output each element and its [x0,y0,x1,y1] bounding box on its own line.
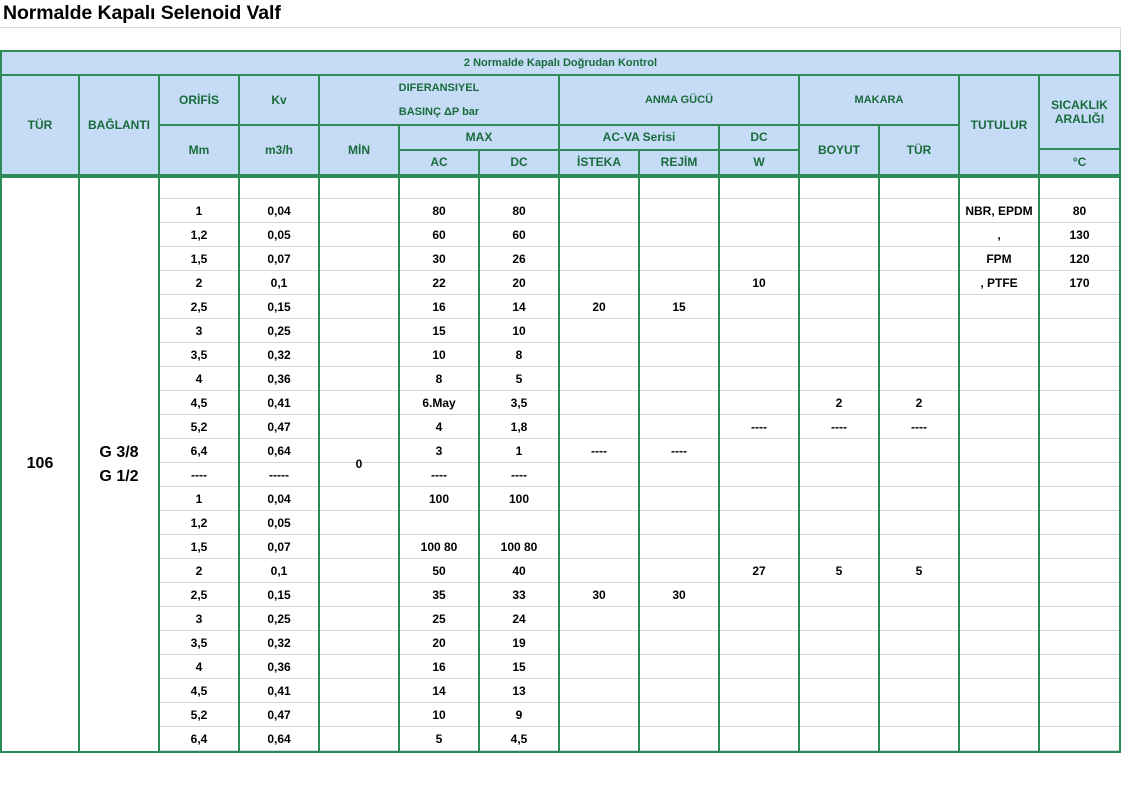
max-ac-cell: 60 [432,228,446,242]
max-dc-cell: 1 [515,444,523,458]
sicaklik-cell: 130 [1069,228,1090,242]
header-orifis-unit: Mm [160,126,240,176]
max-dc-cell: 19 [512,636,526,650]
orifis-cell: 3,5 [190,348,208,362]
header-orifis: ORİFİS [160,76,240,126]
min-value: 0 [355,457,363,471]
header-boyut: BOYUT [800,126,880,176]
orifis-cell: 1,2 [190,228,208,242]
header-max-dc: DC [480,151,560,176]
header-sicaklik-line1: SICAKLIK [1051,98,1108,112]
orifis-cell: 1,5 [190,252,208,266]
table-bottom-border [0,751,1121,753]
header-kv: Kv [240,76,320,126]
max-dc-cell: 100 80 [500,540,538,554]
header-min: MİN [320,126,400,176]
isteka-cell: ---- [591,444,607,458]
power-w-cell: 27 [752,564,766,578]
isteka-cell: 30 [592,588,606,602]
orifis-cell: 4,5 [190,396,208,410]
max-dc-cell: 100 [508,492,530,506]
orifis-cell: 3 [195,612,203,626]
kv-cell: 0,41 [267,684,291,698]
max-ac-cell: 25 [432,612,446,626]
kv-cell: 0,07 [267,252,291,266]
kv-cell: 0,64 [267,732,291,746]
max-dc-cell: 20 [512,276,526,290]
top-divider [0,27,1121,28]
header-dc-power: DC [720,126,800,151]
max-ac-cell: 5 [435,732,443,746]
header-diferansiyel-line2: BASINÇ ΔP bar [398,106,480,118]
orifis-cell: 4,5 [190,684,208,698]
tutulur-cell: , [997,228,1001,242]
table-body [2,176,1121,751]
boyut-cell: 2 [835,396,843,410]
orifis-cell: 1,5 [190,540,208,554]
header-sicaklik-line2: ARALIĞI [1054,112,1105,126]
tutulur-cell: NBR, EPDM [965,204,1033,218]
max-ac-cell: 8 [435,372,443,386]
header-sicaklik [1040,76,1121,150]
column-border [878,176,880,751]
max-ac-cell: 16 [432,300,446,314]
column-border [718,176,720,751]
kv-cell: ----- [269,468,289,482]
max-dc-cell: 24 [512,612,526,626]
header-makara-tur: TÜR [880,126,960,176]
max-ac-cell: ---- [431,468,447,482]
spec-table [0,50,1121,753]
header-makara: MAKARA [800,76,960,126]
rejim-cell: 15 [672,300,686,314]
max-dc-cell: 3,5 [510,396,528,410]
orifis-cell: 2,5 [190,588,208,602]
max-dc-cell: 5 [515,372,523,386]
orifis-cell: 1 [195,204,203,218]
type-value: 106 [26,455,54,472]
column-border [638,176,640,751]
makara-tur-cell: ---- [911,420,927,434]
header-diferansiyel [320,76,560,126]
sicaklik-cell: 170 [1069,276,1090,290]
boyut-cell: ---- [831,420,847,434]
max-dc-cell: ---- [511,468,527,482]
header-tutulur: TUTULUR [960,76,1040,176]
max-ac-cell: 10 [432,348,446,362]
max-ac-cell [400,511,478,535]
kv-cell: 0,36 [267,372,291,386]
makara-tur-cell: 2 [915,396,923,410]
header-kv-unit: m3/h [240,126,320,176]
orifis-cell: 4 [195,372,203,386]
orifis-cell: 3 [195,324,203,338]
max-ac-cell: 14 [432,684,446,698]
max-dc-cell: 80 [512,204,526,218]
header-acva: AC-VA Serisi [560,126,720,151]
tutulur-cell: FPM [986,252,1012,266]
orifis-cell: 4 [195,660,203,674]
kv-cell: 0,47 [267,420,291,434]
orifis-cell: 6,4 [190,732,208,746]
max-ac-cell: 30 [432,252,446,266]
tutulur-cell: , PTFE [980,276,1018,290]
header-anma-gucu: ANMA GÜCÜ [560,76,800,126]
kv-cell: 0,1 [270,276,288,290]
connection-line2: G 1/2 [99,468,139,485]
kv-cell: 0,47 [267,708,291,722]
makara-tur-cell: 5 [915,564,923,578]
kv-cell: 0,05 [267,228,291,242]
max-dc-cell: 10 [512,324,526,338]
kv-cell: 0,41 [267,396,291,410]
orifis-cell: 2 [195,564,203,578]
kv-cell: 0,64 [267,444,291,458]
header-isteka: İSTEKA [560,151,640,176]
max-ac-cell: 15 [432,324,446,338]
max-dc-cell: 14 [512,300,526,314]
power-w-cell: ---- [751,420,767,434]
column-border [558,176,560,751]
table-banner: 2 Normalde Kapalı Doğrudan Kontrol [2,52,1121,76]
max-dc-cell: 40 [512,564,526,578]
kv-cell: 0,25 [267,612,291,626]
max-ac-cell: 10 [432,708,446,722]
max-dc-cell: 9 [515,708,523,722]
header-diferansiyel-line1: DIFERANSIYEL [398,82,480,94]
kv-cell: 0,15 [267,588,291,602]
max-dc-cell: 4,5 [510,732,528,746]
kv-cell: 0,04 [267,492,291,506]
kv-cell: 0,32 [267,348,291,362]
kv-cell: 0,32 [267,636,291,650]
orifis-cell: 1,2 [190,516,208,530]
kv-cell: 0,05 [267,516,291,530]
max-dc-cell: 1,8 [510,420,528,434]
orifis-cell: 2,5 [190,300,208,314]
max-dc-cell [480,511,558,535]
header-celsius: °C [1040,150,1121,176]
kv-cell: 0,36 [267,660,291,674]
max-ac-cell: 35 [432,588,446,602]
header-tur: TÜR [2,76,80,176]
max-ac-cell: 3 [435,444,443,458]
max-ac-cell: 22 [432,276,446,290]
power-w-cell: 10 [752,276,766,290]
max-ac-cell: 6.May [422,396,456,410]
max-ac-cell: 50 [432,564,446,578]
rejim-cell: 30 [672,588,686,602]
sicaklik-cell: 120 [1069,252,1090,266]
header-rejim: REJİM [640,151,720,176]
orifis-cell: ---- [191,468,207,482]
header-baglanti: BAĞLANTI [80,76,160,176]
max-dc-cell: 33 [512,588,526,602]
body-top-border [2,176,1121,178]
max-ac-cell: 100 [428,492,450,506]
orifis-cell: 6,4 [190,444,208,458]
header-w: W [720,151,800,176]
kv-cell: 0,15 [267,300,291,314]
max-dc-cell: 8 [515,348,523,362]
header-max-ac: AC [400,151,480,176]
max-ac-cell: 4 [435,420,443,434]
orifis-cell: 2 [195,276,203,290]
rejim-cell: ---- [671,444,687,458]
max-ac-cell: 80 [432,204,446,218]
orifis-cell: 5,2 [190,420,208,434]
sicaklik-cell: 80 [1072,204,1087,218]
kv-cell: 0,25 [267,324,291,338]
max-dc-cell: 13 [512,684,526,698]
max-dc-cell: 26 [512,252,526,266]
max-dc-cell: 15 [512,660,526,674]
column-border [798,176,800,751]
kv-cell: 0,1 [270,564,288,578]
isteka-cell: 20 [592,300,606,314]
max-dc-cell: 60 [512,228,526,242]
connection-line1: G 3/8 [99,444,139,461]
header-max: MAX [400,126,560,151]
max-ac-cell: 100 80 [420,540,458,554]
orifis-cell: 1 [195,492,203,506]
boyut-cell: 5 [835,564,843,578]
max-ac-cell: 16 [432,660,446,674]
orifis-cell: 3,5 [190,636,208,650]
max-ac-cell: 20 [432,636,446,650]
orifis-cell: 5,2 [190,708,208,722]
page-title: Normalde Kapalı Selenoid Valf [3,2,281,24]
kv-cell: 0,07 [267,540,291,554]
kv-cell: 0,04 [267,204,291,218]
